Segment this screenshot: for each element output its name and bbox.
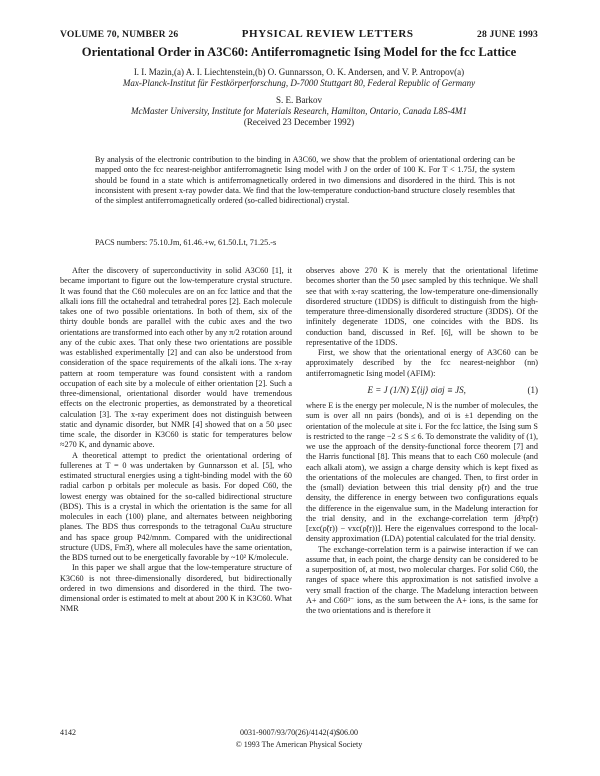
paragraph: observes above 270 K is merely that the orientational lifetime becomes shorter than the 50 μsec sampled by this technique. We shall see that with x-ray scattering, the low-temperature one-dimensionally disordered structure (1DDS) is difficult to distinguish from the high-temperature three-dimensionally disordered structure (3DDS). Of the infinitely degenerate 1DDS, one coincides with the BDS. Its conduction band, discussed in Ref. [6], will be shown to be representative of the 1DDS.	[306, 266, 538, 347]
received-date: (Received 23 December 1992)	[243, 117, 355, 127]
paragraph: After the discovery of superconductivity in solid A3C60 [1], it became important to figure out the low-temperature crystal structure. It was found that the C60 molecules are on an fcc lattice and that the alkali ions fill the octahedral and tetrahedral pores [2]. Each molecule takes one of two possible orientations. In both of them, six of the thirty double bonds are parallel with the cubic axes and the two orientations are transformed into each other by any π/2 rotation around any of the cubic axes. That only these two orientations are possible was established experimentally [2] and can also be understood from consideration of the space requirements of the alkali ions. The x-ray pattern at room temperature was found consistent with a random occupation of each site by a molecule of either orientation [2]. Such a three-dimensional, orientational disorder would have tremendous effects on the electronic properties, as demonstrated by a theoretical calculation [3]. The x-ray experiment does not distinguish between static and dynamic disorder, but NMR [4] showed that on a 50 μsec time scale, the disorder in K3C60 is static for temperatures below ≈270 K, and dynamic above.	[60, 266, 292, 450]
author-list: I. I. Mazin,(a) A. I. Liechtenstein,(b) O. Gunnarsson, O. K. Andersen, and V. P. Antropov(a)	[133, 67, 465, 77]
paragraph: The exchange-correlation term is a pairwise interaction if we can assume that, in each point, the charge density can be considered to be a superposition of, at most, two molecular charges. For solid C60, the ranges of space where this approximation is not satisfied involve a very small fraction of the charge. The Madelung interaction between A+ and C60³⁻ ions, as the sum between the A+ ions, is the same for the two orientations and is therefore it	[306, 544, 538, 615]
abstract: By analysis of the electronic contribution to the binding in A3C60, we show that the problem of orientational ordering can be mapped onto the fcc nearest-neighbor antiferromagnetic Ising model with J on the order of 100 K. For T < 1.75J, the system should be found in a state which is antiferromagnetically ordered in two dimensions and disordered in the third. This is not inconsistent with present x-ray powder data. We find that the low-temperature conduction-band structure closely resembles that of the simplest antiferromagnetically ordered (so-called bidirectional) crystal.	[95, 155, 515, 206]
paragraph: where E is the energy per molecule, N is the number of molecules, the sum is over all nn pairs (bonds), and σi is ±1 depending on the orientation of the molecule at site i. For the fcc lattice, the Ising sum S is restricted to the range −2 ≤ S ≤ 6. To demonstrate the validity of (1), we use the approach of the density-functional force theorem [7] and the Harris functional [8]. This means that to each C60 molecule (and each alkali atom), we assign a charge density which is kept fixed as the orientations of the molecules are changed. Then, to first order in the (small) deviation between this trial density ρ̃(r) and the true density, the difference in energy between two configurations equals the difference in the eigenvalue sum, in the Madelung interaction for the trial density, and in the exchange-correlation term ∫d³rρ̃(r)[εxc(ρ̃(r)) − vxc(ρ̃(r))]. Here the eigenvalues correspond to the local-density approximation (LDA) potential calculated for the trial density.	[306, 401, 538, 544]
page-footer	[60, 728, 538, 749]
equation-text: E = J (1/N) Σ⟨ij⟩ σiσj ≡ JS,	[367, 384, 466, 395]
left-column	[60, 266, 292, 615]
pacs-numbers: PACS numbers: 75.10.Jm, 61.46.+w, 61.50.Lt, 71.25.-s	[95, 238, 277, 247]
running-head	[60, 28, 538, 40]
paragraph: In this paper we shall argue that the low-temperature structure of K3C60 is not three-dimensionally disordered, but bidirectionally ordered in two dimensions and disordered in the third. The two-dimensional order is estimated to melt at about 200 K in K3C60. What NMR	[60, 563, 292, 614]
author-block	[60, 67, 538, 128]
issn-line: 0031-9007/93/70(26)/4142(4)$06.00	[240, 728, 358, 737]
author-list-2: S. E. Barkov	[276, 95, 322, 105]
article-title: Orientational Order in A3C60: Antiferromagnetic Ising Model for the fcc Lattice	[81, 45, 517, 59]
issue-date: 28 JUNE 1993	[476, 29, 538, 40]
equation-1	[306, 385, 538, 395]
paragraph: First, we show that the orientational energy of A3C60 can be approximately described by the fcc nearest-neighbor (nn) antiferromagnetic Ising model (AFIM):	[306, 348, 538, 378]
paragraph: A theoretical attempt to predict the orientational ordering of fullerenes at T = 0 was undertaken by Gunnarsson et al. [5], who estimated structural energies using a tight-binding model with the 60 radial carbon p orbitals per molecule as basis. For doped C60, the lowest energy was obtained for the so-called bidirectional structure (BDS). This is a crystal in which the orientation is the same for all molecules in each (100) plane, and alternates between neighboring planes. The BDS thus corresponds to the tetragonal CuAu structure and has space group P42/mnm. Compared with the unidirectional structure (UDS, Fm3̄), where all molecules have the same orientation, the BDS turned out to be energetically favorable by ~10² K/molecule.	[60, 450, 292, 562]
affiliation-mcmaster: McMaster University, Institute for Materials Research, Hamilton, Ontario, Canada L8S-4M1	[131, 106, 467, 116]
equation-number: (1)	[527, 384, 538, 395]
right-column	[306, 266, 538, 616]
journal-name: PHYSICAL REVIEW LETTERS	[241, 28, 414, 40]
page-number: 4142	[60, 728, 76, 737]
volume-number: VOLUME 70, NUMBER 26	[60, 29, 179, 40]
affiliation-mpi: Max-Planck-Institut für Festkörperforschung, D-7000 Stuttgart 80, Federal Republic of Germany	[122, 78, 476, 88]
copyright-line: © 1993 The American Physical Society	[235, 740, 363, 749]
